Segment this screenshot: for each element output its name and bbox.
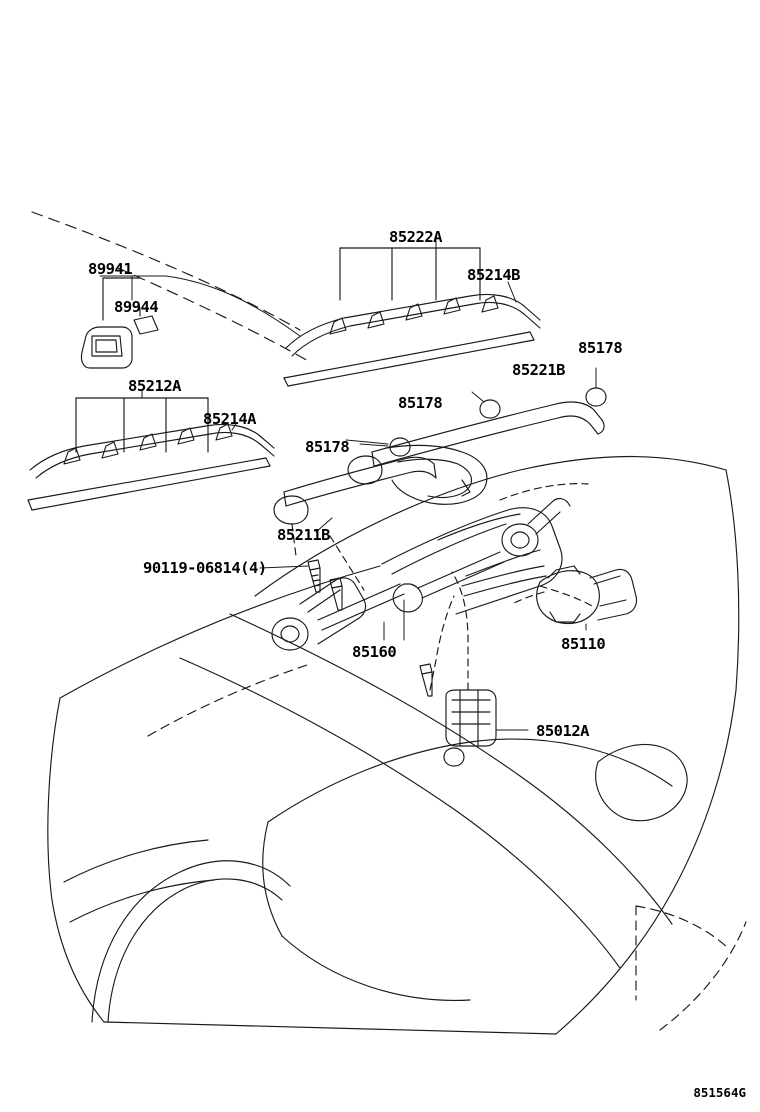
diagram-figure-code: 851564G [693,1085,746,1100]
part-label-85222A: 85222A [389,228,442,246]
bolts [260,560,432,696]
part-label-89944: 89944 [114,298,159,316]
part-label-85214B: 85214B [467,266,520,284]
car-body-outline [32,212,746,1034]
part-label-85178-left: 85178 [305,438,350,456]
rain-sensor-group [81,278,158,368]
part-label-85212A: 85212A [128,377,181,395]
wiper-arm-left [274,438,487,590]
part-label-85214A: 85214A [203,410,256,428]
part-label-85178-top: 85178 [578,339,623,357]
washer-nozzle [430,572,528,766]
wiper-arm-right [348,368,606,484]
wiper-blade-left [28,390,274,510]
part-label-85221B: 85221B [512,361,565,379]
part-label-85211B: 85211B [277,526,330,544]
wiper-blade-right [284,240,540,386]
part-label-85160: 85160 [352,643,397,661]
part-label-85012A: 85012A [536,722,589,740]
part-label-90119-06814: 90119-06814(4) [143,559,267,577]
part-label-85178-mid: 85178 [398,394,443,412]
part-label-85110: 85110 [561,635,606,653]
part-label-89941: 89941 [88,260,133,278]
